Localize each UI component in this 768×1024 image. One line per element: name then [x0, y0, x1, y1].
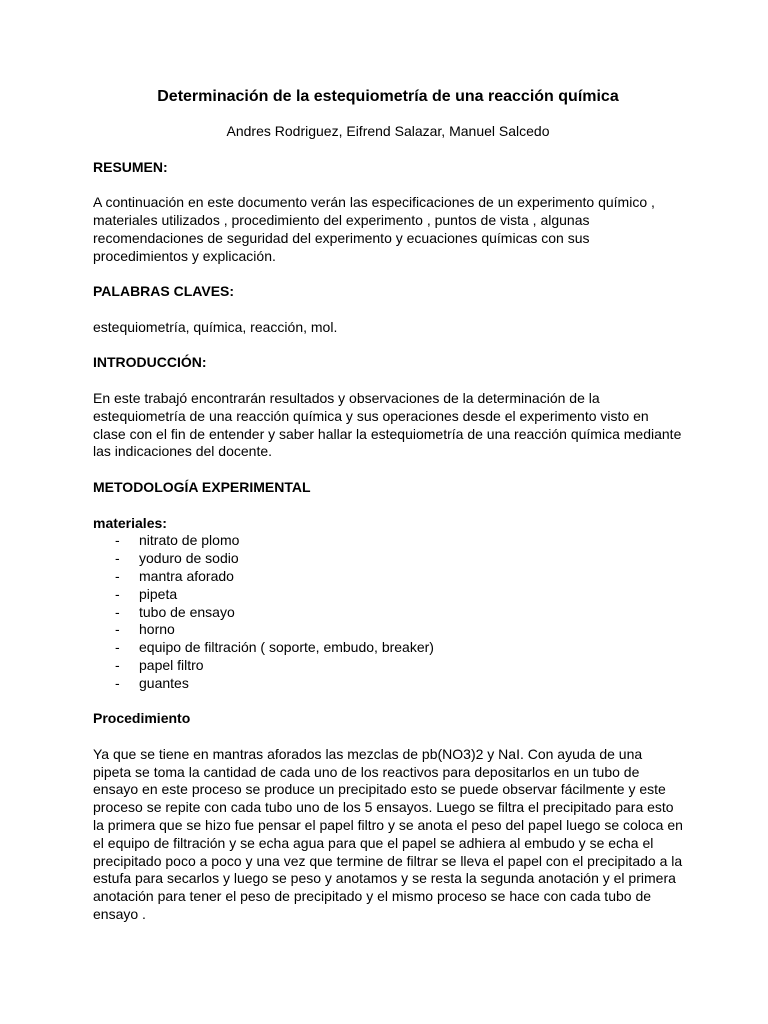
- list-bullet: -: [115, 674, 120, 691]
- document-authors: Andres Rodriguez, Eifrend Salazar, Manuel Salcedo: [226, 123, 550, 139]
- list-item: [93, 621, 683, 639]
- spacer: [93, 337, 683, 355]
- resumen-heading: RESUMEN:: [93, 158, 168, 175]
- palabras-claves-heading: PALABRAS CLAVES:: [93, 283, 235, 300]
- list-item-label: horno: [139, 621, 175, 638]
- spacer: [93, 141, 683, 159]
- spacer: [93, 497, 683, 515]
- document-title: Determinación de la estequiometría de una reacción química: [157, 88, 619, 105]
- list-bullet: -: [115, 532, 120, 549]
- list-item-label: nitrato de plomo: [139, 532, 240, 549]
- list-bullet: -: [115, 656, 120, 673]
- metodologia-heading: METODOLOGÍA EXPERIMENTAL: [93, 478, 311, 495]
- list-item: [93, 532, 683, 550]
- list-item-label: guantes: [139, 674, 189, 691]
- procedimiento-heading: Procedimiento: [93, 710, 191, 727]
- document-page: [93, 86, 683, 924]
- list-item-label: pipeta: [139, 585, 178, 602]
- list-item: [93, 586, 683, 604]
- list-item: [93, 639, 683, 657]
- spacer: [93, 728, 683, 746]
- list-item-label: yoduro de sodio: [139, 550, 239, 567]
- list-item-label: equipo de filtración ( soporte, embudo, breaker): [139, 639, 434, 656]
- list-item: [93, 550, 683, 568]
- list-bullet: -: [115, 550, 120, 567]
- list-bullet: -: [115, 585, 120, 602]
- list-item-label: mantra aforado: [139, 567, 234, 584]
- spacer: [93, 176, 683, 194]
- spacer: [93, 372, 683, 390]
- materiales-heading: materiales:: [93, 514, 167, 531]
- procedimiento-text: Ya que se tiene en mantras aforados las mezclas de pb(NO3)2 y NaI. Con ayuda de una pipeta se toma la cantidad de cada uno de los reactivos para depositarlos en un tubo de ensayo en este proceso se produce un precipitado esto se puede observar fácilmente y este proceso se repite con cada tubo uno de los 5 ensayos. Luego se filtra el precipitado para esto la primera que se hizo fue pensar el papel filtro y se anota el peso del papel luego se coloca en el equipo de filtración y se echa agua para que el papel se adhiera al embudo y se echa el precipitado poco a poco y una vez que termine de filtrar se lleva el papel con el precipitado a la estufa para secarlos y luego se peso y anotamos y se resta la segunda anotación y el primera anotación para tener el peso de precipitado y el mismo proceso se hace con cada tubo de ensayo .: [93, 745, 683, 923]
- spacer: [93, 693, 683, 711]
- resumen-text: A continuación en este documento verán las especificaciones de un experimento químico , materiales utilizados , procedimiento del experimento , puntos de vista , algunas recomendaciones de seguridad del experimento y ecuaciones químicas con sus procedimientos y explicación.: [93, 194, 655, 264]
- spacer: [93, 301, 683, 319]
- list-bullet: -: [115, 603, 120, 620]
- list-item: [93, 604, 683, 622]
- list-bullet: -: [115, 639, 120, 656]
- introduccion-heading: INTRODUCCIÓN:: [93, 354, 207, 371]
- list-item: [93, 657, 683, 675]
- list-bullet: -: [115, 567, 120, 584]
- list-item-label: tubo de ensayo: [139, 603, 235, 620]
- introduccion-text: En este trabajó encontrarán resultados y observaciones de la determinación de la estequiometría de una reacción química y sus operaciones desde el experimento visto en clase con el fin de entender y saber hallar la estequiometría de una reacción química mediante las indicaciones del docente.: [93, 389, 682, 460]
- list-item-label: papel filtro: [139, 656, 204, 673]
- spacer: [93, 461, 683, 479]
- palabras-claves-text: estequiometría, química, reacción, mol.: [93, 318, 338, 335]
- list-item: [93, 568, 683, 586]
- list-bullet: -: [115, 621, 120, 638]
- spacer: [93, 265, 683, 283]
- list-item: [93, 675, 683, 693]
- materiales-list: [93, 532, 683, 692]
